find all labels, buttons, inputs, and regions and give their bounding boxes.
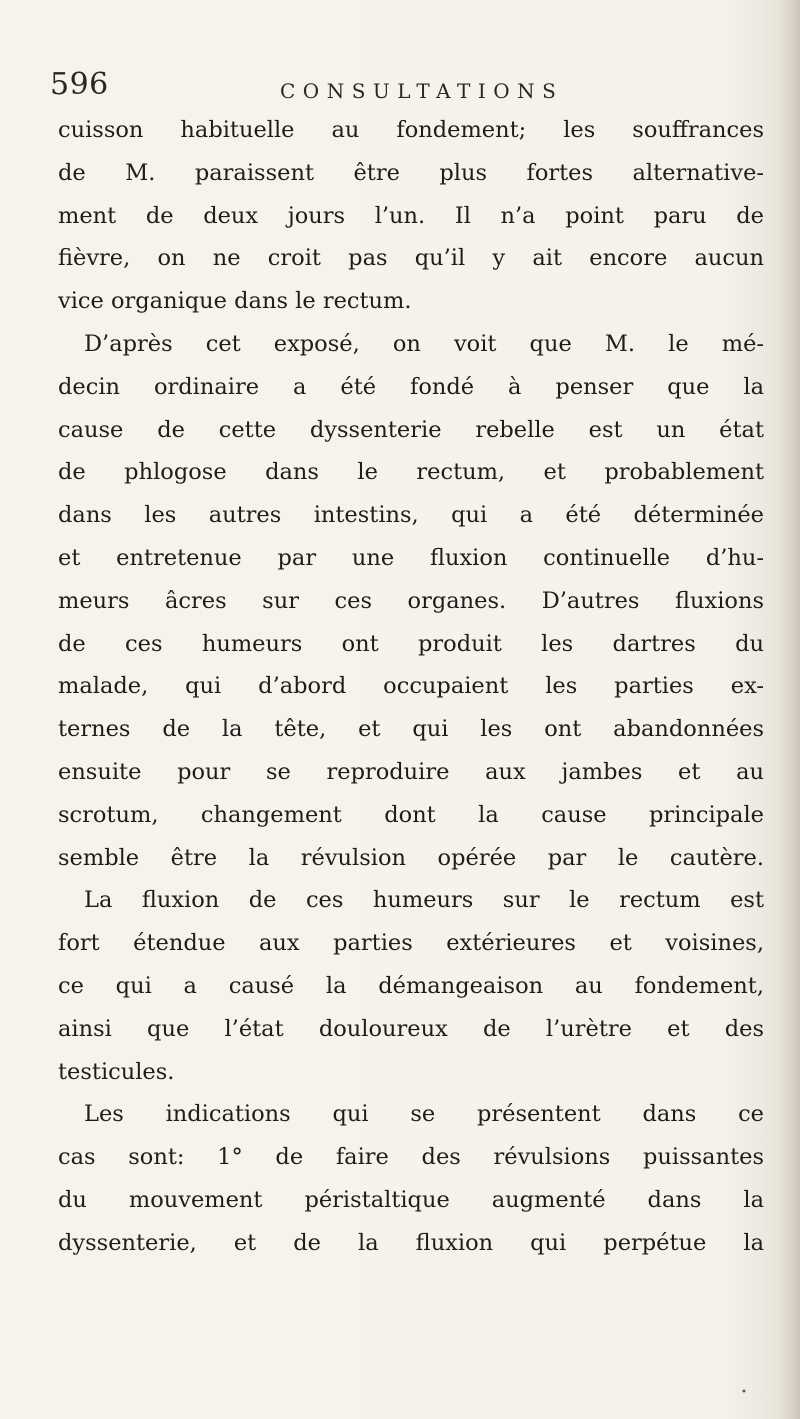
body-text bbox=[58, 109, 764, 1265]
text-line: de M. paraissent être plus fortes alternative- bbox=[58, 159, 764, 186]
text-line: semble être la révulsion opérée par le cautère. bbox=[58, 844, 764, 871]
page-number: 596 bbox=[50, 67, 109, 102]
text-line: D’après cet exposé, on voit que M. le mé- bbox=[84, 330, 764, 357]
text-line: et entretenue par une fluxion continuelle d’hu- bbox=[58, 544, 764, 571]
text-line: ainsi que l’état douloureux de l’urètre et des bbox=[58, 1015, 764, 1042]
text-line: cas sont: 1° de faire des révulsions puissantes bbox=[58, 1144, 764, 1171]
text-line: cuisson habituelle au fondement; les souffrances bbox=[58, 117, 764, 143]
text-line: ment de deux jours l’un. Il n’a point paru de bbox=[58, 202, 764, 229]
text-line: cause de cette dyssenterie rebelle est un état bbox=[58, 416, 764, 443]
text-line: meurs âcres sur ces organes. D’autres fluxions bbox=[58, 587, 764, 614]
running-head: CONSULTATIONS bbox=[280, 79, 564, 103]
text-line: de ces humeurs ont produit les dartres du bbox=[58, 630, 764, 657]
page-edge-shadow bbox=[778, 0, 800, 1419]
text-line: fièvre, on ne croit pas qu’il y ait encore aucun bbox=[58, 245, 764, 272]
text-line: dans les autres intestins, qui a été déterminée bbox=[58, 502, 764, 529]
text-line: scrotum, changement dont la cause principale bbox=[58, 801, 764, 828]
text-line: testicules. bbox=[58, 1058, 175, 1085]
text-line: dyssenterie, et de la fluxion qui perpétue la bbox=[58, 1229, 764, 1256]
text-line: ce qui a causé la démangeaison au fondement, bbox=[58, 972, 764, 999]
text-line: Les indications qui se présentent dans ce bbox=[84, 1101, 764, 1128]
text-line: ternes de la tête, et qui les ont abandonnées bbox=[58, 716, 764, 743]
text-line: decin ordinaire a été fondé à penser que la bbox=[58, 373, 764, 400]
text-line: de phlogose dans le rectum, et probablement bbox=[58, 459, 764, 486]
text-line: du mouvement péristaltique augmenté dans la bbox=[58, 1186, 764, 1213]
text-line: La fluxion de ces humeurs sur le rectum est bbox=[84, 887, 764, 914]
text-line: ensuite pour se reproduire aux jambes et au bbox=[58, 758, 764, 785]
text-line: malade, qui d’abord occupaient les parties ex- bbox=[58, 673, 764, 700]
text-line: vice organique dans le rectum. bbox=[58, 288, 412, 315]
page-mark: • bbox=[741, 1387, 747, 1398]
text-line: fort étendue aux parties extérieures et voisines, bbox=[58, 930, 764, 957]
